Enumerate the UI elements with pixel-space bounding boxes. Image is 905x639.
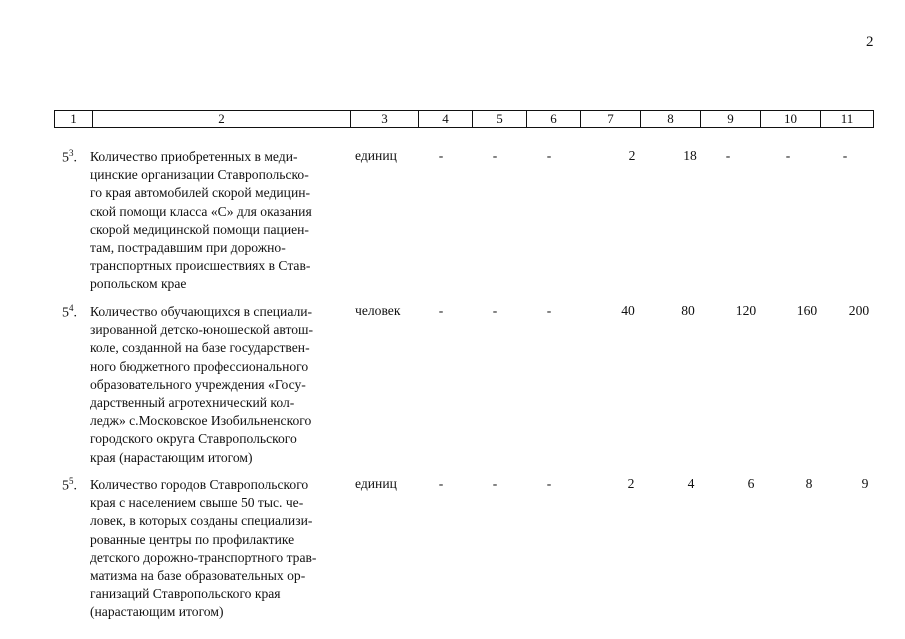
row-description: Количество обучающихся в специали- зированной детско-юношеской автош- коле, созданной на базе государствен- ного бюджетного профессионального образовательного учреждения «Госу- дарственный агротехнический кол- ледж» с.Московское Изобильненского городского округа Ставропольского края (нарастающим итогом) (90, 304, 314, 465)
row-unit: единиц (355, 148, 397, 163)
value-col-10: 160 (796, 303, 818, 318)
value-col-5: - (492, 476, 498, 491)
row-number: $5^3$. (62, 148, 77, 166)
value-col-11: 9 (861, 476, 869, 491)
row-description: Количество городов Ставропольского края с населением свыше 50 тыс. че- ловек, в которых созданы специализи- рованные центры по профилактике детского дорожно-транспортного трав- матизма на базе образовательных ор- ганизаций Ставропольского края (нарастающим итогом) (90, 477, 317, 620)
header-col-3: 3 (351, 111, 419, 128)
row-number: $5^5$. (62, 476, 77, 494)
header-col-6: 6 (527, 111, 581, 128)
value-col-7: 2 (628, 148, 636, 163)
page-number: 2 (866, 34, 874, 50)
header-col-4: 4 (419, 111, 473, 128)
value-col-11: 200 (848, 303, 870, 318)
value-col-10: 8 (805, 476, 813, 491)
header-col-9: 9 (701, 111, 761, 128)
value-col-5: - (492, 148, 498, 163)
header-col-5: 5 (473, 111, 527, 128)
value-col-7: 40 (621, 303, 635, 318)
value-col-8: 4 (687, 476, 695, 491)
header-col-11: 11 (821, 111, 874, 128)
value-col-9: 120 (735, 303, 757, 318)
value-col-4: - (438, 148, 444, 163)
row-unit: единиц (355, 476, 397, 491)
header-col-1: 1 (55, 111, 93, 128)
header-col-10: 10 (761, 111, 821, 128)
value-col-8: 18 (683, 148, 697, 163)
value-col-6: - (546, 476, 552, 491)
header-col-2: 2 (93, 111, 351, 128)
row-number: $5^4$. (62, 303, 77, 321)
value-col-9: 6 (747, 476, 755, 491)
value-col-4: - (438, 303, 444, 318)
column-header-table (54, 110, 874, 128)
header-row (55, 111, 874, 128)
value-col-5: - (492, 303, 498, 318)
header-col-7: 7 (581, 111, 641, 128)
value-col-11: - (842, 148, 848, 163)
value-col-10: - (785, 148, 791, 163)
value-col-8: 80 (681, 303, 695, 318)
value-col-7: 2 (627, 476, 635, 491)
value-col-4: - (438, 476, 444, 491)
value-col-6: - (546, 148, 552, 163)
header-col-8: 8 (641, 111, 701, 128)
value-col-6: - (546, 303, 552, 318)
value-col-9: - (725, 148, 731, 163)
row-description: Количество приобретенных в меди- цинские организации Ставропольско- го края автомобилей скорой медицин- ской помощи класса «С» для оказания скорой медицинской помощи пациен- там, пострадавшим при дорожно- транспортных происшествиях в Став- ропольском крае (90, 149, 312, 292)
row-unit: человек (355, 303, 401, 318)
